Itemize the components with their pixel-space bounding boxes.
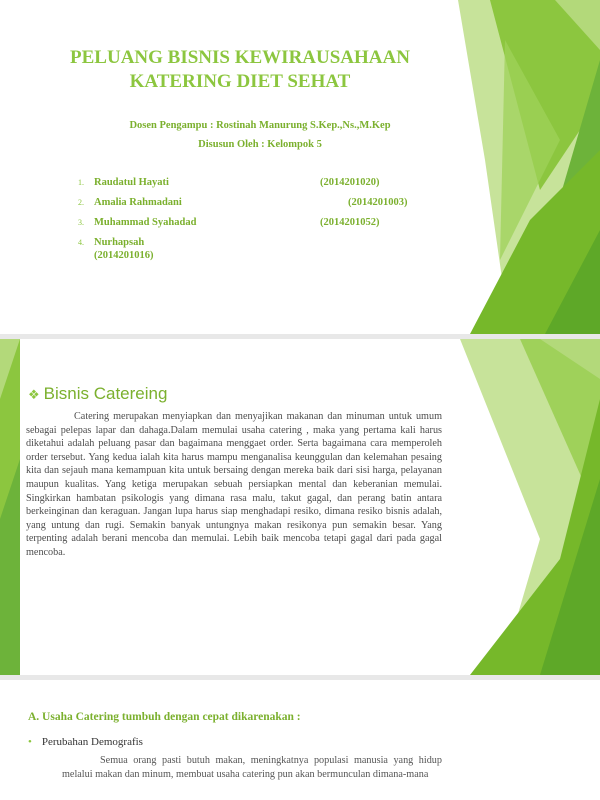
slide-bisnis-catering (0, 339, 600, 675)
member-item: 4. Nurhapsah (2014201016) (78, 237, 154, 261)
demografi-paragraph: Semua orang pasti butuh makan, meningkatnya populasi manusia yang hidup melalui makan dan minum, membuat usaha catering pun akan bermunculan dimana-mana (62, 755, 442, 780)
disusun-line: Disusun Oleh : Kelompok 5 (198, 139, 322, 150)
diamond-bullet-icon: ❖ (28, 387, 40, 402)
member-id: (2014201003) (348, 197, 408, 208)
slide-title (0, 0, 600, 334)
member-name: Raudatul Hayati (94, 177, 169, 188)
section-heading: ❖ Bisnis Catereing (28, 384, 168, 403)
presentation-title: PELUANG BISNIS KEWIRAUSAHAAN KATERING DIET SEHAT (70, 47, 410, 92)
catering-paragraph: Catering merupakan menyiapkan dan menyajikan makanan dan minuman untuk umum sebagai pelepas lapar dan dahaga.Dalam memulai usaha catering , maka yang pertama kali harus diketahui adalah peluang pasar dan bagaimana menggaet order. Serta bagaimana cara memperoleh order tersebut. Yang kedua ialah kita harus mampu menganalisa keunggulan dan kelemahan pesaing kita dan sejauh mana kemampuan kita untuk bersaing dengan mereka baik dari sisi harga, pelayanan maupun kualitas. Yang ketiga merupakan sebuah persiapkan mental dan keberanian memulai. Singkirkan hambatan psikologis yang dimana rasa malu, takut gagal, dan perang batin antara berkeinginan dan keraguan. Jangan lupa harus siap menghadapi resiko, dimana resiko bisnis adalah, yang untung dan rugi. Semakin banyak untungnya makan resikonya pun semakin besar. Yang terpenting adalah berani mencoba dan memulai. Lebih baik mencoba tetapi gagal dari pada gagal mencoba. (26, 411, 442, 558)
member-name: Amalia Rahmadani (94, 197, 182, 208)
member-item: 1. Raudatul Hayati (2014201020) (78, 177, 380, 188)
dosen-line: Dosen Pengampu : Rostinah Manurung S.Kep.,Ns.,M.Kep (129, 120, 391, 131)
member-item: 3. Muhammad Syahadad (2014201052) (78, 217, 380, 228)
member-id: (2014201020) (320, 177, 380, 188)
member-id: (2014201052) (320, 217, 380, 228)
member-list (78, 176, 458, 269)
member-item: 2. Amalia Rahmadani (2014201003) (78, 197, 408, 208)
member-id: (2014201016) (94, 250, 154, 261)
section-heading: A. Usaha Catering tumbuh dengan cepat dikarenakan : (28, 711, 301, 723)
member-name: Muhammad Syahadad (94, 217, 197, 228)
slide-usaha-catering (0, 680, 600, 800)
bullet-dot-icon: • (28, 736, 32, 748)
bullet-item: • Perubahan Demografis (28, 736, 143, 748)
member-name: Nurhapsah (94, 237, 145, 248)
